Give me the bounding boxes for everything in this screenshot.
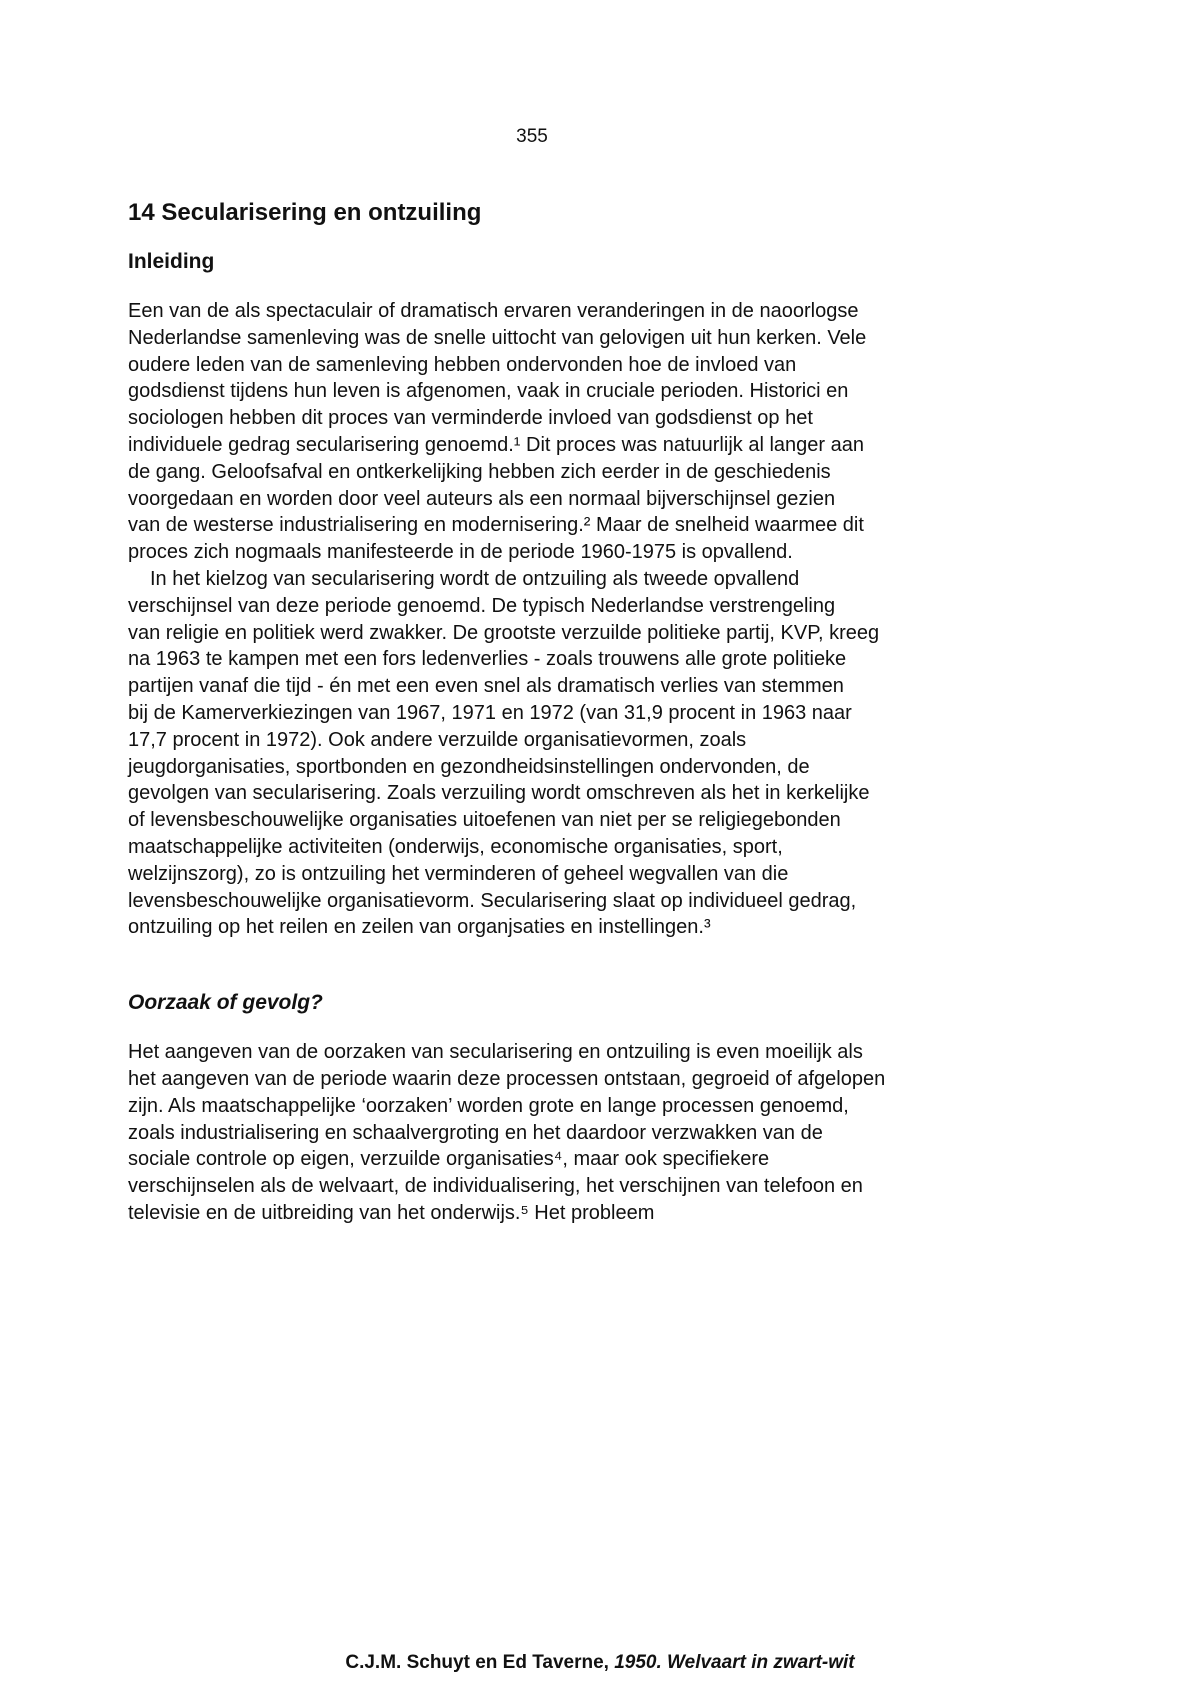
footer-authors: C.J.M. Schuyt en Ed Taverne, xyxy=(345,1652,609,1673)
section-title-inleiding: Inleiding xyxy=(128,250,215,273)
document-body xyxy=(128,198,944,1227)
chapter-title: 14 Secularisering en ontzuiling xyxy=(128,199,482,226)
page-footer xyxy=(0,1652,1200,1674)
paragraph-text: In het kielzog van secularisering wordt de ontzuiling als tweede opvallend verschijnsel van deze periode genoemd. De typisch Nederlandse verstrengeling van religie en politiek werd zwakker. De grootste verzuilde politieke partij, KVP, kreeg na 1963 te kampen met een fors ledenverlies - zoals trouwens alle grote politieke partijen vanaf die tijd - én met een even snel als dramatisch verlies van stemmen bij de Kamerverkiezingen van 1967, 1971 en 1972 (van 31,9 procent in 1963 naar 17,7 procent in 1972). Ook andere verzuilde organisatievormen, zoals jeugdorganisaties, sportbonden en gezondheidsinstellingen ondervonden, de gevolgen van secularisering. Zoals verzuiling wordt omschreven als het in kerkelijke of levensbeschouwelijke organisaties uitoefenen van niet per se religiegebonden maatschappelijke activiteiten (onderwijs, economische organisaties, sport, welzijnszorg), zo is ontzuiling het verminderen of geheel wegvallen van die levensbeschouwelijke organisatievorm. Secularisering slaat op individueel gedrag, ontzuiling op het reilen en zeilen van organjsaties en instellingen.³ xyxy=(128,567,880,939)
paragraph: Het aangeven van de oorzaken van secularisering en ontzuiling is even moeilijk als het aangeven van de periode waarin deze processen ontstaan, gegroeid of afgelopen zijn. Als maatschappelijke ‘oorzaken’ worden grote en lange processen genoemd, zoals industrialisering en schaalvergroting en het daardoor verzwakken van de sociale controle op eigen, verzuilde organisaties⁴, maar ook specifiekere verschijnselen als de welvaart, de individualisering, het verschijnen van telefoon en televisie en de uitbreiding van het onderwijs.⁵ Het probleem xyxy=(128,1041,886,1224)
footer-book-title: 1950. Welvaart in zwart-wit xyxy=(614,1652,855,1673)
section-title-oorzaak: Oorzaak of gevolg? xyxy=(128,991,323,1015)
paragraph-indented xyxy=(128,566,944,941)
paragraph: Een van de als spectaculair of dramatisch ervaren veranderingen in de naoorlogse Nederlandse samenleving was de snelle uittocht van gelovigen uit hun kerken. Vele oudere leden van de samenleving hebben ondervonden hoe de invloed van godsdienst tijdens hun leven is afgenomen, vaak in cruciale perioden. Historici en sociologen hebben dit proces van verminderde invloed van godsdienst op het individuele gedrag secularisering genoemd.¹ Dit proces was natuurlijk al langer aan de gang. Geloofsafval en ontkerkelijking hebben zich eerder in de geschiedenis voorgedaan en worden door veel auteurs als een normaal bijverschijnsel gezien van de westerse industrialisering en modernisering.² Maar de snelheid waarmee dit proces zich nogmaals manifesteerde in de periode 1960-1975 is opvallend. xyxy=(128,300,867,564)
page-number: 355 xyxy=(516,126,548,147)
